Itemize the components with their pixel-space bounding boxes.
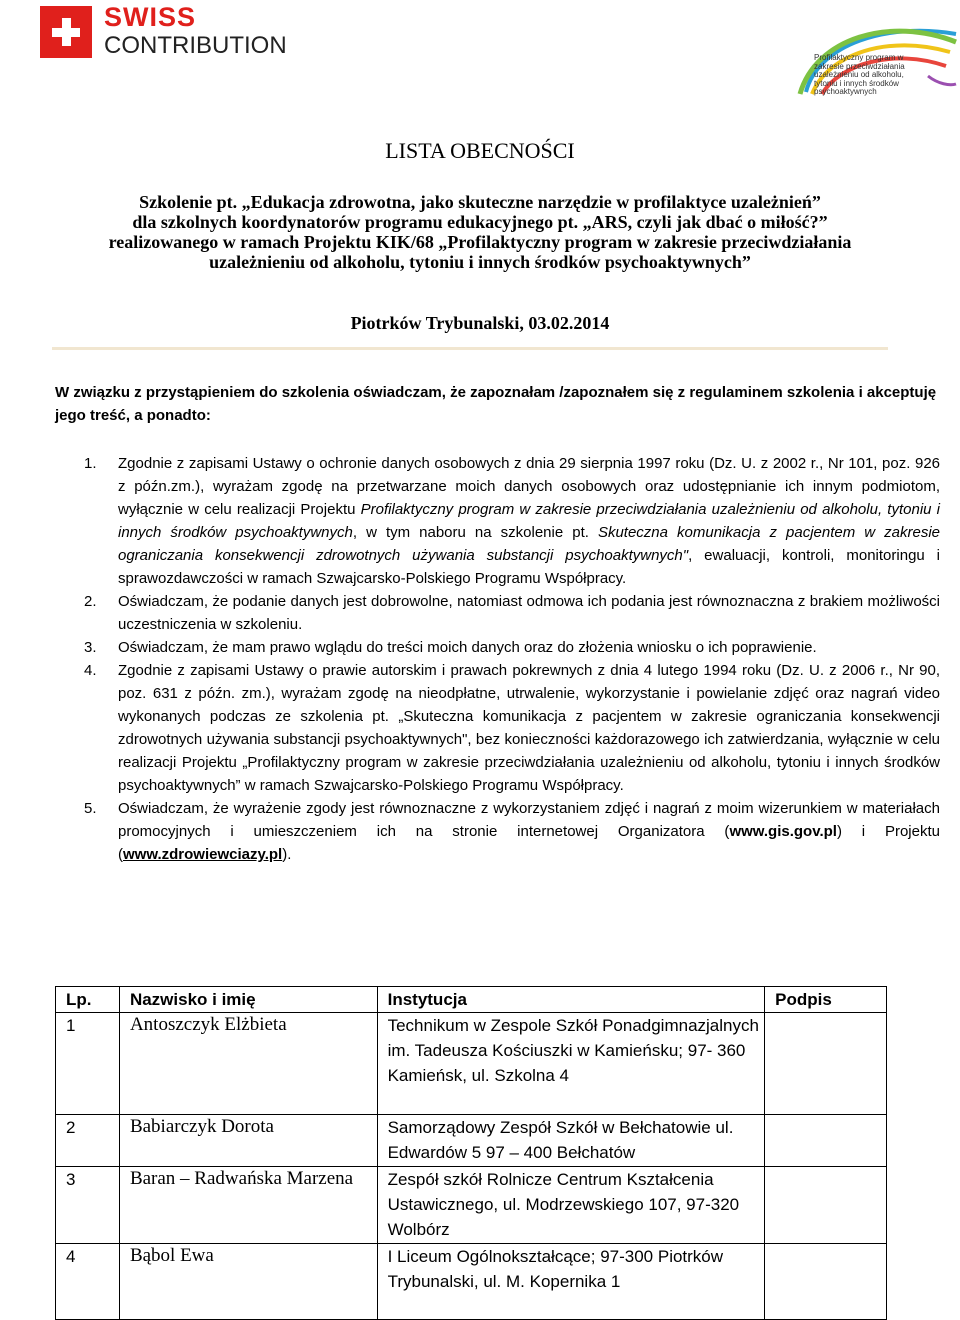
clause-text: Oświadczam, że wyrażenie zgody jest równoznaczne z wykorzystaniem zdjęć i nagrań z moim wizerunkiem w materiałach promocyjnych i umieszczeniem ich na stronie internetowej Organizatora (	[118, 800, 940, 840]
row-lp: 1	[56, 1013, 120, 1115]
header-lp: Lp.	[56, 987, 120, 1013]
document-title: LISTA OBECNOŚCI	[385, 138, 575, 163]
clause-number: 3.	[84, 639, 97, 656]
row-institution: Samorządowy Zespół Szkół w Bełchatowie ul. Edwardów 5 97 – 400 Bełchatów	[377, 1115, 765, 1167]
header-institution: Instytucja	[377, 987, 765, 1013]
organizer-link[interactable]: www.gis.gov.pl	[729, 823, 837, 840]
attendance-table	[55, 986, 887, 1320]
subtitle-line-1: Szkolenie pt. „Edukacja zdrowotna, jako skuteczne narzędzie w profilaktyce uzależnień”	[139, 192, 821, 212]
clause-text: ) i Projektu (	[118, 823, 940, 863]
logo-text-contribution: CONTRIBUTION	[104, 32, 287, 59]
clause-number: 5.	[84, 800, 97, 817]
row-signature-cell[interactable]	[765, 1244, 887, 1320]
project-logo	[778, 14, 958, 98]
subtitle-line-3: realizowanego w ramach Projektu KIK/68 „Profilaktyczny program w zakresie przeciwdziałania	[108, 232, 852, 252]
divider	[52, 347, 888, 350]
clause-5	[84, 797, 940, 866]
swiss-contribution-logo	[40, 4, 320, 60]
place-and-date: Piotrków Trybunalski, 03.02.2014	[350, 313, 610, 333]
clause-2	[84, 590, 940, 636]
row-lp: 2	[56, 1115, 120, 1167]
consent-clauses	[84, 452, 940, 866]
subtitle-line-4: uzależnieniu od alkoholu, tytoniu i innych środków psychoaktywnych”	[209, 252, 751, 272]
logo-text-swiss: SWISS	[104, 2, 197, 32]
row-institution: Zespół szkół Rolnicze Centrum Kształcenia Ustawicznego, ul. Modrzewskiego 107, 97-320 Wolbórz	[377, 1167, 765, 1244]
row-name: Baran – Radwańska Marzena	[119, 1167, 377, 1244]
clause-number: 4.	[84, 662, 97, 679]
header-name: Nazwisko i imię	[119, 987, 377, 1013]
clause-emphasis: Profilaktyczny program w zakresie przeciwdziałania uzależnieniu od alkoholu, tytoniu i innych środków psychoaktywnych	[118, 501, 940, 541]
swiss-flag-icon	[40, 6, 92, 58]
clause-text: ).	[282, 846, 292, 863]
clause-4	[84, 659, 940, 797]
clause-text: Zgodnie z zapisami Ustawy o ochronie danych osobowych z dnia 29 sierpnia 1997 roku (Dz. U. z 2002 r., Nr 101, poz. 926 z późn.zm.), wyrażam zgodę na przetwarzane moich danych osobowych oraz udostępnianie ich innym podmiotom, wyłącznie w celu realizacji Projektu	[118, 455, 940, 518]
row-lp: 4	[56, 1244, 120, 1320]
clause-emphasis: Skuteczna komunikacja z pacjentem w zakresie ograniczania konsekwencji zdrowotnych używania substancji psychoaktywnych"	[118, 524, 940, 564]
row-name: Bąbol Ewa	[119, 1244, 377, 1320]
clause-1	[84, 452, 940, 590]
project-link[interactable]: www.zdrowiewciazy.pl	[123, 846, 283, 863]
table-row	[56, 1013, 887, 1115]
clause-text: Oświadczam, że mam prawo wglądu do treści moich danych oraz do złożenia wniosku o ich poprawienie.	[118, 639, 817, 656]
row-signature-cell[interactable]	[765, 1115, 887, 1167]
intro-statement: W związku z przystąpieniem do szkolenia oświadczam, że zapoznałam /zapoznałem się z regulaminem szkolenia i akceptuję jego treść, a ponadto:	[55, 384, 937, 424]
row-institution: Technikum w Zespole Szkół Ponadgimnazjalnych im. Tadeusza Kościuszki w Kamieńsku; 97- 360 Kamieńsk, ul. Szkolna 4	[377, 1013, 765, 1115]
row-institution: I Liceum Ogólnokształcące; 97-300 Piotrków Trybunalski, ul. M. Kopernika 1	[377, 1244, 765, 1320]
table-row	[56, 1167, 887, 1244]
subtitle-line-2: dla szkolnych koordynatorów programu edukacyjnego pt. „ARS, czyli jak dbać o miłość?”	[132, 212, 828, 232]
clause-text: , w tym naboru na szkolenie pt.	[352, 524, 598, 541]
row-name: Antoszczyk Elżbieta	[119, 1013, 377, 1115]
training-subtitle	[0, 192, 960, 272]
row-signature-cell[interactable]	[765, 1013, 887, 1115]
clause-text: Oświadczam, że podanie danych jest dobrowolne, natomiast odmowa ich podania jest równoznaczna z brakiem możliwości uczestniczenia w szkoleniu.	[118, 593, 940, 633]
header-signature: Podpis	[765, 987, 887, 1013]
row-signature-cell[interactable]	[765, 1167, 887, 1244]
row-lp: 3	[56, 1167, 120, 1244]
table-row	[56, 1244, 887, 1320]
clause-text: Zgodnie z zapisami Ustawy o prawie autorskim i prawach pokrewnych z dnia 4 lutego 1994 roku (Dz. U. z 2006 r., Nr 90, poz. 631 z późn. zm.), wyrażam zgodę na nieodpłatne, utrwalenie, wykorzystanie i powielanie zdjęć oraz nagrań video wykonanych podczas ze szkolenia pt. „Skuteczna komunikacja z pacjentem w zakresie ograniczania konsekwencji zdrowotnych używania substancji psychoaktywnych", bez konieczności każdorazowego ich zatwierdzania, wyłącznie w celu realizacji Projektu „Profilaktyczny program w zakresie przeciwdziałania uzależnieniu od alkoholu, tytoniu i innych środków psychoaktywnych” w ramach Szwajcarsko-Polskiego Programu Współpracy.	[118, 662, 940, 794]
clause-number: 2.	[84, 593, 97, 610]
row-name: Babiarczyk Dorota	[119, 1115, 377, 1167]
table-row	[56, 1115, 887, 1167]
table-header-row	[56, 987, 887, 1013]
clause-number: 1.	[84, 455, 97, 472]
clause-text: , ewaluacji, kontroli, monitoringu i sprawozdawczości w ramach Szwajcarsko-Polskiego Programu Współpracy.	[118, 547, 940, 587]
project-logo-text: Profilaktyczny program w zakresie przeciwdziałania uzależnieniu od alkoholu, tytoniu i innych środków psychoaktywnych	[814, 53, 905, 96]
clause-3	[84, 636, 940, 659]
